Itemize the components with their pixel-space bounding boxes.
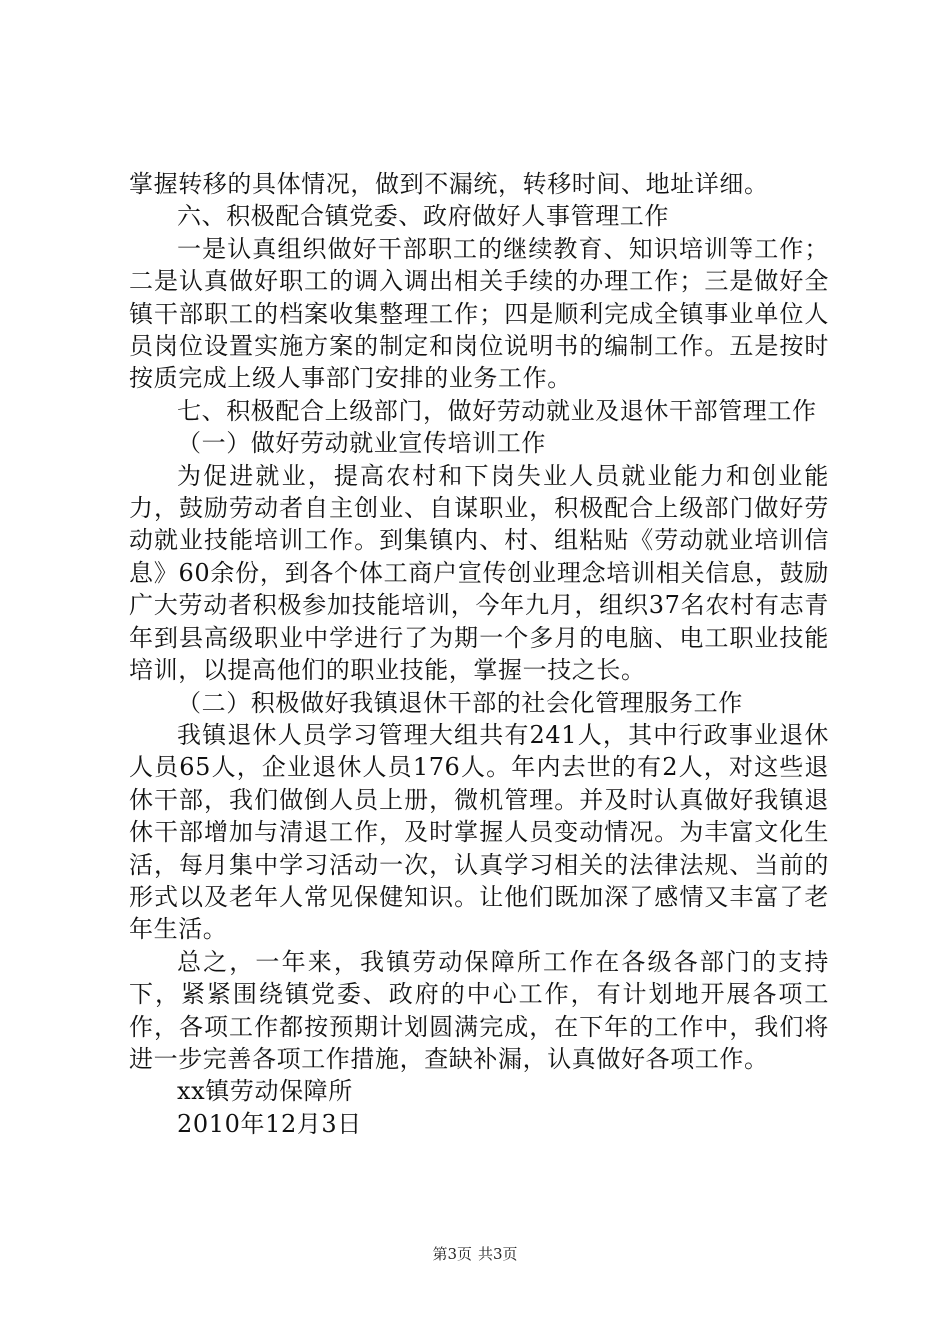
- section-heading-6: 六、积极配合镇党委、政府做好人事管理工作: [177, 202, 669, 231]
- summary-paragraph: 总之，一年来，我镇劳动保障所工作在各级各部门的支持下，紧紧围绕镇党委、政府的中心工作，有计划地开展各项工作，各项工作都按预期计划圆满完成，在下年的工作中，我们将进一步完善各项工作措施，查缺补漏，认真做好各项工作。: [129, 947, 829, 1073]
- subsection-heading-1: （一）做好劳动就业宣传培训工作: [177, 429, 546, 458]
- signature-organization: xx镇劳动保障所: [177, 1077, 353, 1106]
- section-heading-7: 七、积极配合上级部门，做好劳动就业及退休干部管理工作: [177, 396, 817, 425]
- paragraph-continuation: 掌握转移的具体情况，做到不漏统，转移时间、地址详细。: [129, 170, 769, 198]
- paragraph: 为促进就业，提高农村和下岗失业人员就业能力和创业能力，鼓励劳动者自主创业、自谋职业，积极配合上级部门做好劳动就业技能培训工作。到集镇内、村、组粘贴《劳动就业培训信息》60余份，到各个体工商户宣传创业理念培训相关信息，鼓励广大劳动者积极参加技能培训，今年九月，组织37名农村有志青年到县高级职业中学进行了为期一个多月的电脑、电工职业技能培训，以提高他们的职业技能，掌握一技之长。: [129, 461, 829, 685]
- page-total: 共3页: [478, 1245, 518, 1263]
- page-number: 第3页: [432, 1245, 472, 1263]
- paragraph: 我镇退休人员学习管理大组共有241人，其中行政事业退休人员65人，企业退休人员176人。年内去世的有2人，对这些退休干部，我们做倒人员上册，微机管理。并及时认真做好我镇退休干部增加与清退工作，及时掌握人员变动情况。为丰富文化生活，每月集中学习活动一次，认真学习相关的法律法规、当前的形式以及老年人常见保健知识。让他们既加深了感情又丰富了老年生活。: [129, 720, 829, 944]
- paragraph: 一是认真组织做好干部职工的继续教育、知识培训等工作；二是认真做好职工的调入调出相关手续的办理工作；三是做好全镇干部职工的档案收集整理工作；四是顺利完成全镇事业单位人员岗位设置实施方案的制定和岗位说明书的编制工作。五是按时按质完成上级人事部门安排的业务工作。: [129, 234, 829, 393]
- document-body: [129, 168, 829, 1140]
- signature-date: 2010年12月3日: [177, 1109, 362, 1138]
- subsection-heading-2: （二）积极做好我镇退休干部的社会化管理服务工作: [177, 688, 743, 717]
- page-footer: [0, 1244, 950, 1264]
